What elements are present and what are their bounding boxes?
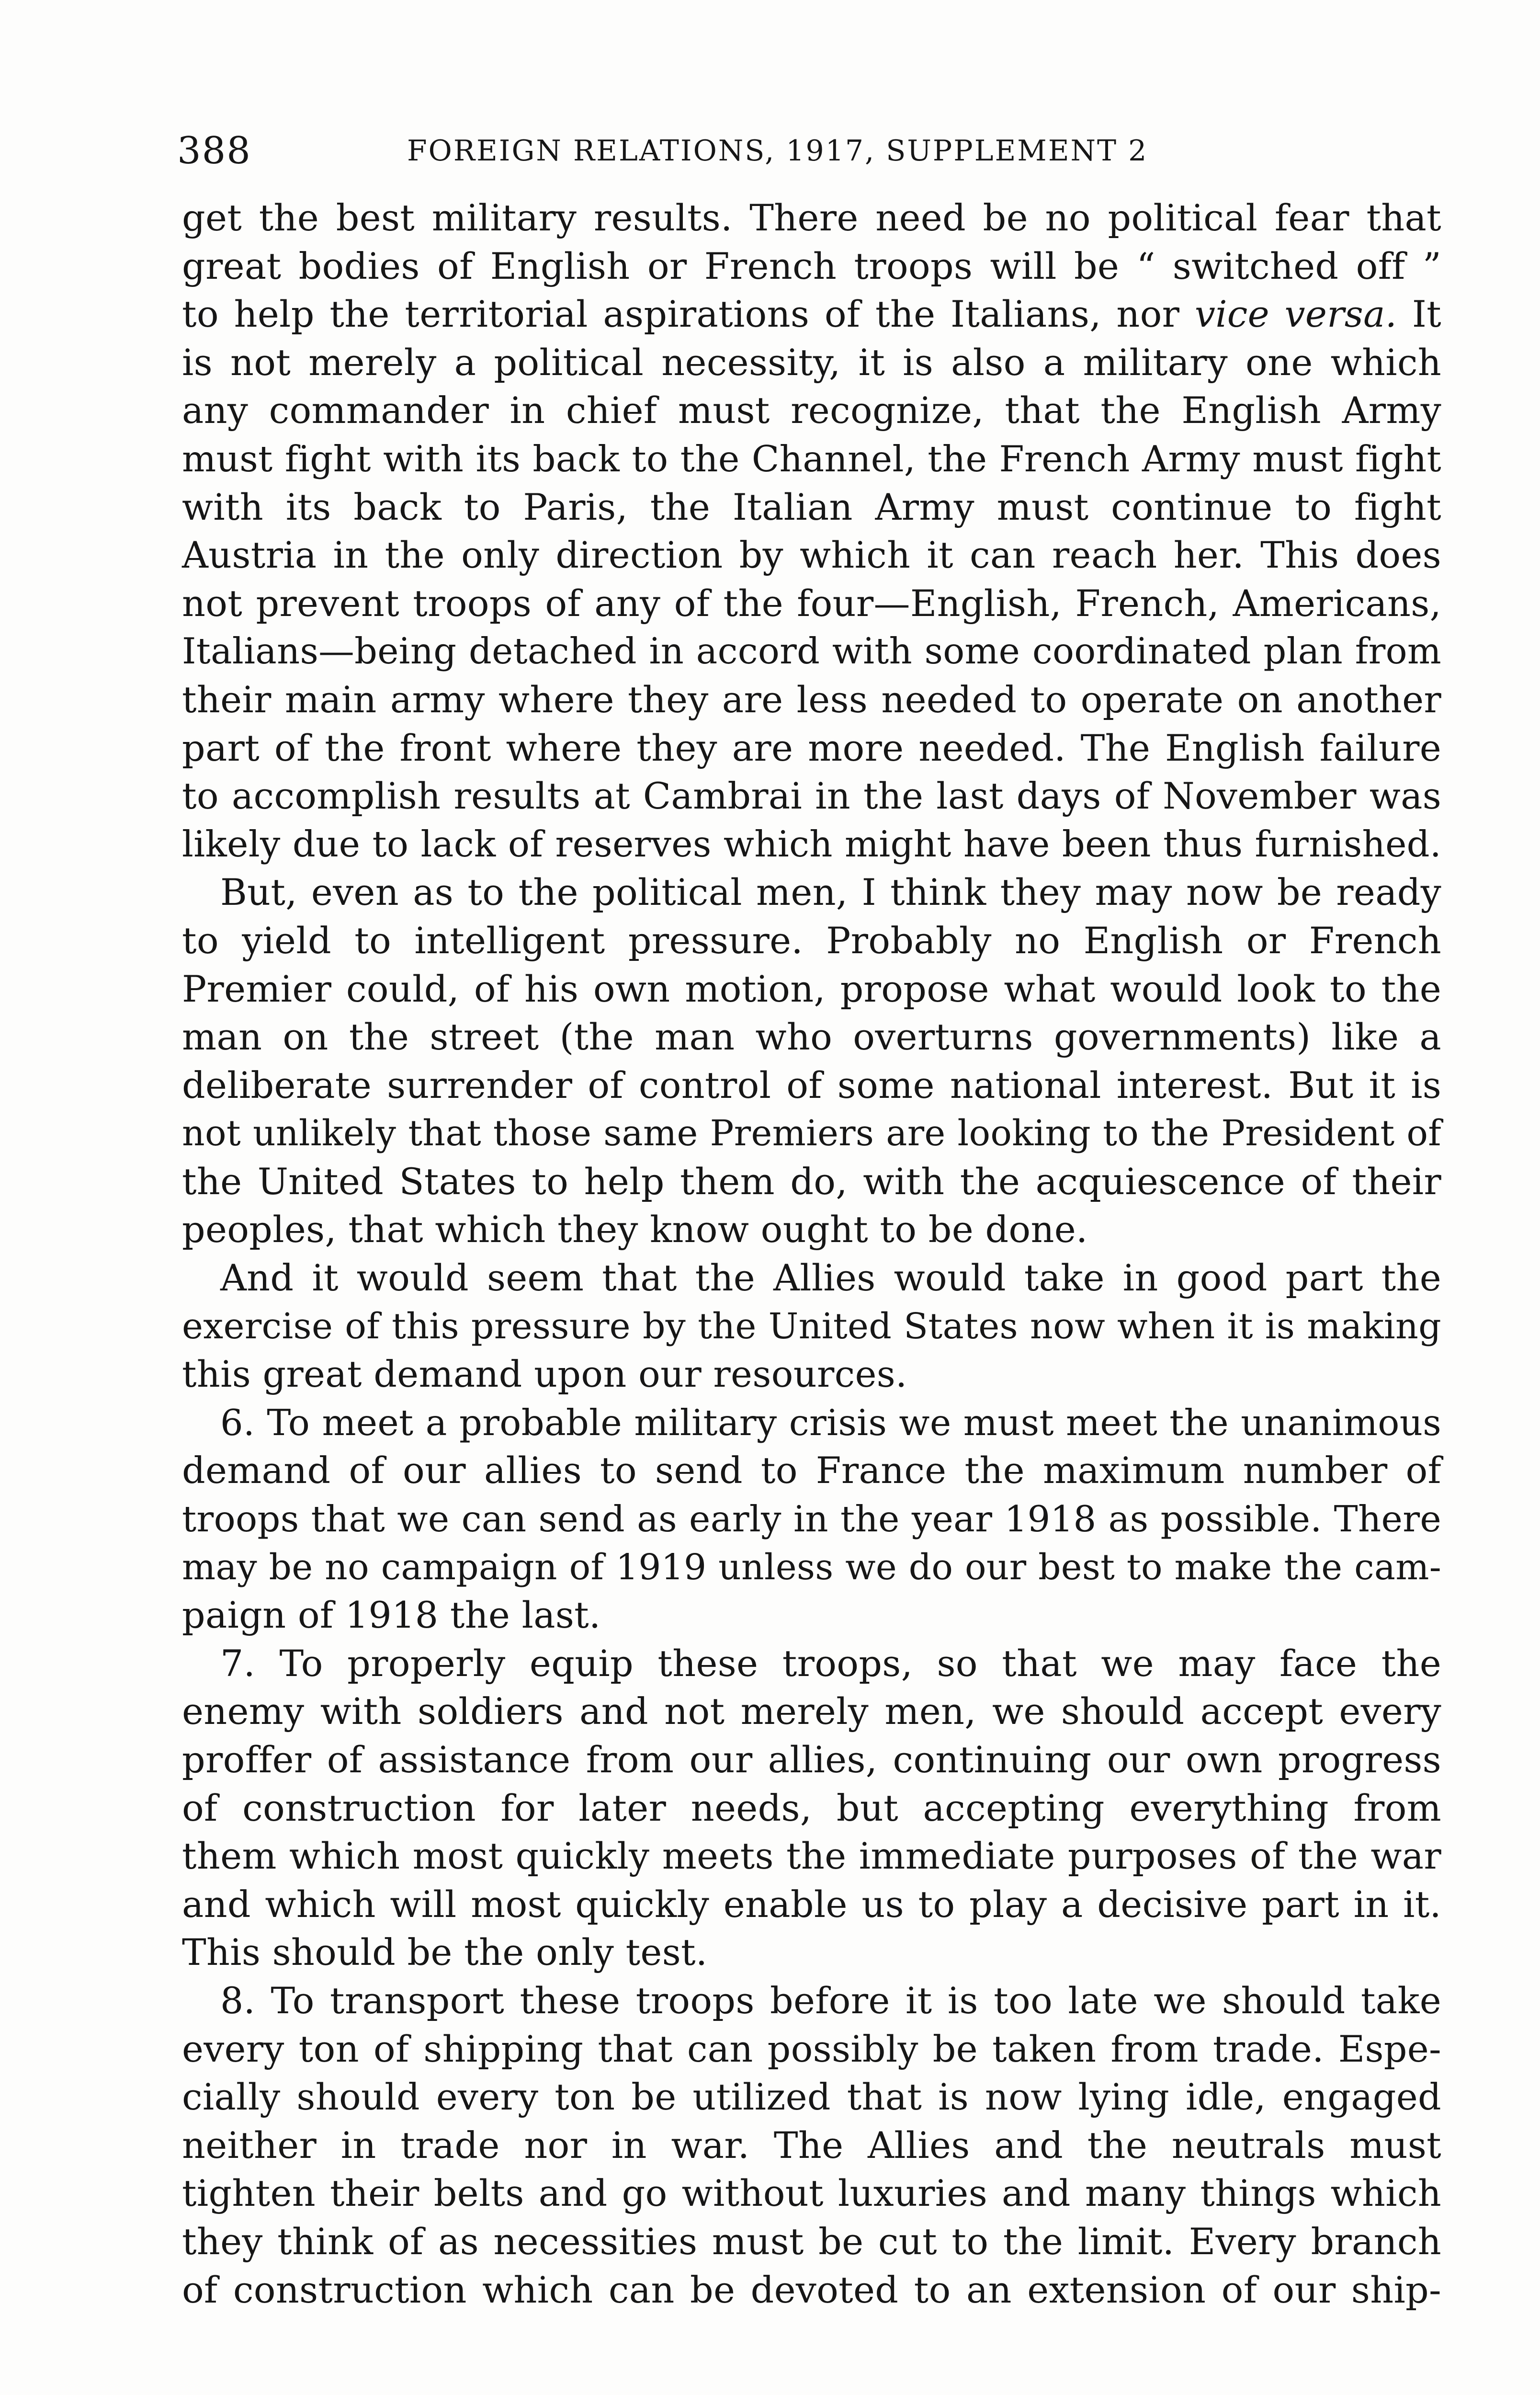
text-line: is not merely a political necessity, it is also a military one which xyxy=(182,341,1441,384)
text-line: get the best military results. There need be no political fear that xyxy=(182,196,1441,239)
text-line: demand of our allies to send to France the maximum number of xyxy=(182,1449,1441,1492)
text-line: peoples, that which they know ought to be done. xyxy=(182,1208,1088,1251)
text-line: not prevent troops of any of the four—English, French, Americans, xyxy=(182,582,1441,625)
text-segment: It xyxy=(1397,293,1441,336)
text-line: man on the street (the man who overturns governments) like a xyxy=(182,1015,1441,1059)
text-line: their main army where they are less needed to operate on another xyxy=(182,678,1441,721)
text-line: deliberate surrender of control of some national interest. But it is xyxy=(182,1063,1441,1106)
page-header xyxy=(177,127,1441,180)
text-line: neither in trade nor in war. The Allies and the neutrals must xyxy=(182,2123,1441,2167)
text-line: may be no campaign of 1919 unless we do our best to make the cam- xyxy=(182,1546,1441,1588)
text-line: with its back to Paris, the Italian Army must continue to fight xyxy=(182,485,1441,528)
text-line: any commander in chief must recognize, that the English Army xyxy=(182,389,1441,432)
text-line: tighten their belts and go without luxuries and many things which xyxy=(182,2172,1441,2215)
text-line: every ton of shipping that can possibly be taken from trade. Espe- xyxy=(182,2027,1441,2070)
text-line: proffer of assistance from our allies, continuing our own progress xyxy=(182,1738,1441,1781)
text-line: enemy with soldiers and not merely men, we should accept every xyxy=(182,1690,1441,1733)
running-title: FOREIGN RELATIONS, 1917, SUPPLEMENT 2 xyxy=(407,134,1148,168)
text-line: they think of as necessities must be cut to the limit. Every branch xyxy=(182,2220,1441,2263)
text-line: cially should every ton be utilized that is now lying idle, engaged xyxy=(182,2076,1441,2119)
text-line: and which will most quickly enable us to play a decisive part in it. xyxy=(182,1882,1441,1926)
text-line: them which most quickly meets the immediate purposes of the war xyxy=(182,1835,1441,1878)
text-line: likely due to lack of reserves which might have been thus furnished. xyxy=(182,823,1441,865)
text-line xyxy=(182,290,1441,339)
text-line: of construction which can be devoted to an extension of our ship- xyxy=(182,2268,1441,2311)
text-line: to yield to intelligent pressure. Probably no English or French xyxy=(182,919,1441,962)
text-line: great bodies of English or French troops will be “ switched off ” xyxy=(182,244,1441,287)
text-line: And it would seem that the Allies would take in good part the xyxy=(220,1256,1441,1300)
text-line: part of the front where they are more needed. The English failure xyxy=(182,726,1441,769)
text-line: to accomplish results at Cambrai in the last days of November was xyxy=(182,775,1441,818)
text-line: the United States to help them do, with the acquiescence of their xyxy=(182,1160,1441,1203)
text-line: Austria in the only direction by which it can reach her. This does xyxy=(182,534,1441,577)
page-number: 388 xyxy=(177,129,251,172)
text-line: exercise of this pressure by the United States now when it is making xyxy=(182,1305,1441,1347)
text-line: not unlikely that those same Premiers are looking to the President of xyxy=(182,1113,1441,1154)
text-segment: to help the territorial aspirations of the Italians, nor xyxy=(182,293,1195,336)
text-line: This should be the only test. xyxy=(182,1931,708,1974)
text-line: paign of 1918 the last. xyxy=(182,1594,601,1637)
text-line: But, even as to the political men, I think they may now be ready xyxy=(220,871,1441,914)
text-line: troops that we can send as early in the year 1918 as possible. There xyxy=(182,1498,1441,1540)
body-text xyxy=(182,194,1441,2314)
text-line: Premier could, of his own motion, propose what would look to the xyxy=(182,967,1441,1010)
text-line: 6. To meet a probable military crisis we must meet the unanimous xyxy=(220,1401,1441,1444)
text-line: 7. To properly equip these troops, so that we may face the xyxy=(220,1642,1441,1685)
text-line: must fight with its back to the Channel, the French Army must fight xyxy=(182,437,1441,480)
text-line: of construction for later needs, but accepting everything from xyxy=(182,1786,1441,1829)
italic-phrase: vice versa. xyxy=(1194,293,1397,336)
text-line: this great demand upon our resources. xyxy=(182,1353,907,1396)
text-line: 8. To transport these troops before it is too late we should take xyxy=(220,1979,1441,2022)
text-line: Italians—being detached in accord with some coordinated plan from xyxy=(182,630,1441,673)
